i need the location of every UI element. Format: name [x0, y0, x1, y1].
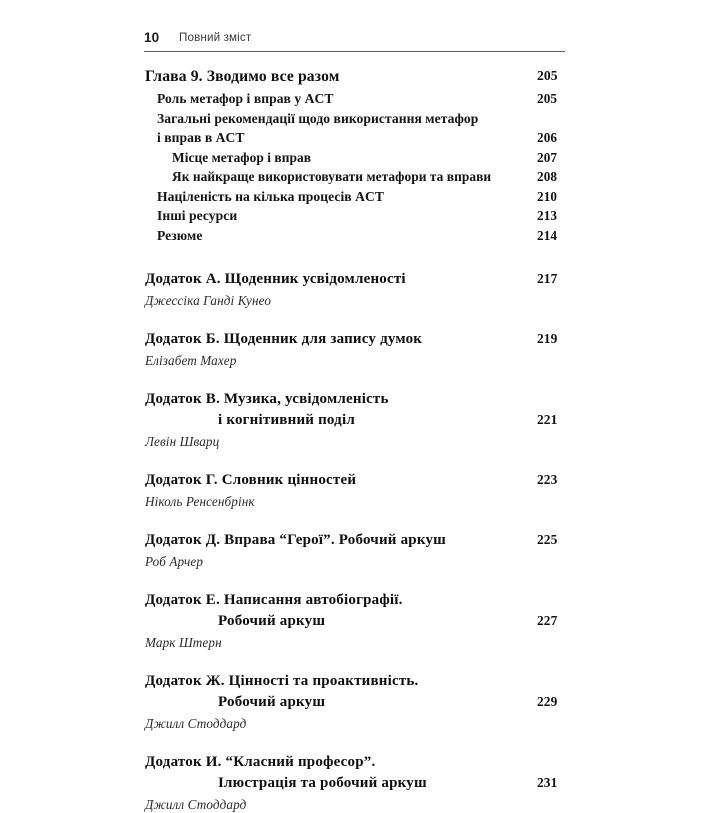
toc-page-number: 221 — [537, 412, 558, 427]
toc-entry-title-continuation: і когнітивний поділ — [218, 412, 355, 428]
toc-entry-title-continuation: і вправ в ACT — [157, 130, 245, 145]
toc-entry-title: Додаток Г. Словник цінностей — [145, 472, 357, 488]
toc-entry-title: Інші ресурси — [157, 208, 238, 223]
header-divider-rule — [144, 51, 565, 52]
running-head — [144, 30, 565, 52]
toc-entry-title: Додаток А. Щоденник усвідомленості — [145, 271, 406, 287]
toc-page-number: 231 — [537, 775, 558, 790]
toc-page-number: 225 — [537, 532, 558, 547]
toc-entry-title-continuation: Робочий аркуш — [218, 694, 326, 710]
toc-entry-author: Роб Арчер — [145, 554, 204, 569]
running-head-title: Повний зміст — [179, 31, 252, 44]
toc-page-number: 214 — [537, 227, 558, 243]
toc-entry-title-continuation: Робочий аркуш — [218, 613, 326, 629]
toc-entry-author: Марк Штерн — [145, 635, 222, 650]
toc-page-number: 210 — [537, 188, 558, 204]
toc-page-number: 219 — [537, 331, 558, 346]
toc-entry-title: Роль метафор і вправ у ACT — [157, 91, 334, 106]
toc-entry-title: Глава 9. Зводимо все разом — [145, 68, 340, 85]
toc-page-number: 217 — [537, 271, 558, 286]
toc-entry-title: Резюме — [157, 227, 203, 243]
toc-page-number: 205 — [537, 91, 558, 106]
toc-page-number: 223 — [537, 472, 558, 487]
toc-entry-author: Левін Шварц — [145, 434, 220, 449]
toc-entry-title: Додаток Д. Вправа “Герої”. Робочий аркуш — [145, 532, 447, 548]
toc-entry-title: Додаток Б. Щоденник для запису думок — [145, 331, 423, 347]
toc-entry-author: Джессіка Ганді Кунео — [145, 293, 272, 308]
toc-page-number: 205 — [537, 68, 558, 83]
toc-page-number: 207 — [537, 149, 558, 165]
toc-entry-title: Додаток Ж. Цінності та проактивність. — [145, 673, 419, 689]
toc-page-number: 213 — [537, 208, 558, 223]
toc-page-number: 208 — [537, 169, 558, 184]
page-folio-number: 10 — [144, 30, 160, 45]
toc-entry-title: Загальні рекомендації щодо використання метафор — [157, 110, 479, 126]
toc-entry-author: Елізабет Махер — [145, 353, 237, 368]
toc-entry-title: Додаток И. “Класний професор”. — [145, 754, 376, 770]
toc-entry-title: Місце метафор і вправ — [172, 149, 312, 165]
toc-entry-title: Націленість на кілька процесів ACT — [157, 188, 384, 204]
toc-entry-author: Джилл Стоддард — [145, 716, 247, 731]
toc-entry-title: Додаток Е. Написання автобіографії. — [145, 592, 403, 608]
toc-entry-title-continuation: Ілюстрація та робочий аркуш — [218, 775, 427, 791]
toc-page-number: 229 — [537, 694, 558, 709]
toc-page-number: 206 — [537, 130, 558, 145]
toc-entry-title: Додаток В. Музика, усвідомленість — [145, 391, 389, 407]
toc-entry-author: Ніколь Ренсенбрінк — [145, 494, 255, 509]
toc-page-number: 227 — [537, 613, 558, 628]
toc-entry-author: Джилл Стоддард — [145, 797, 247, 812]
toc-entry-title: Як найкраще використовувати метафори та вправи — [172, 169, 492, 184]
